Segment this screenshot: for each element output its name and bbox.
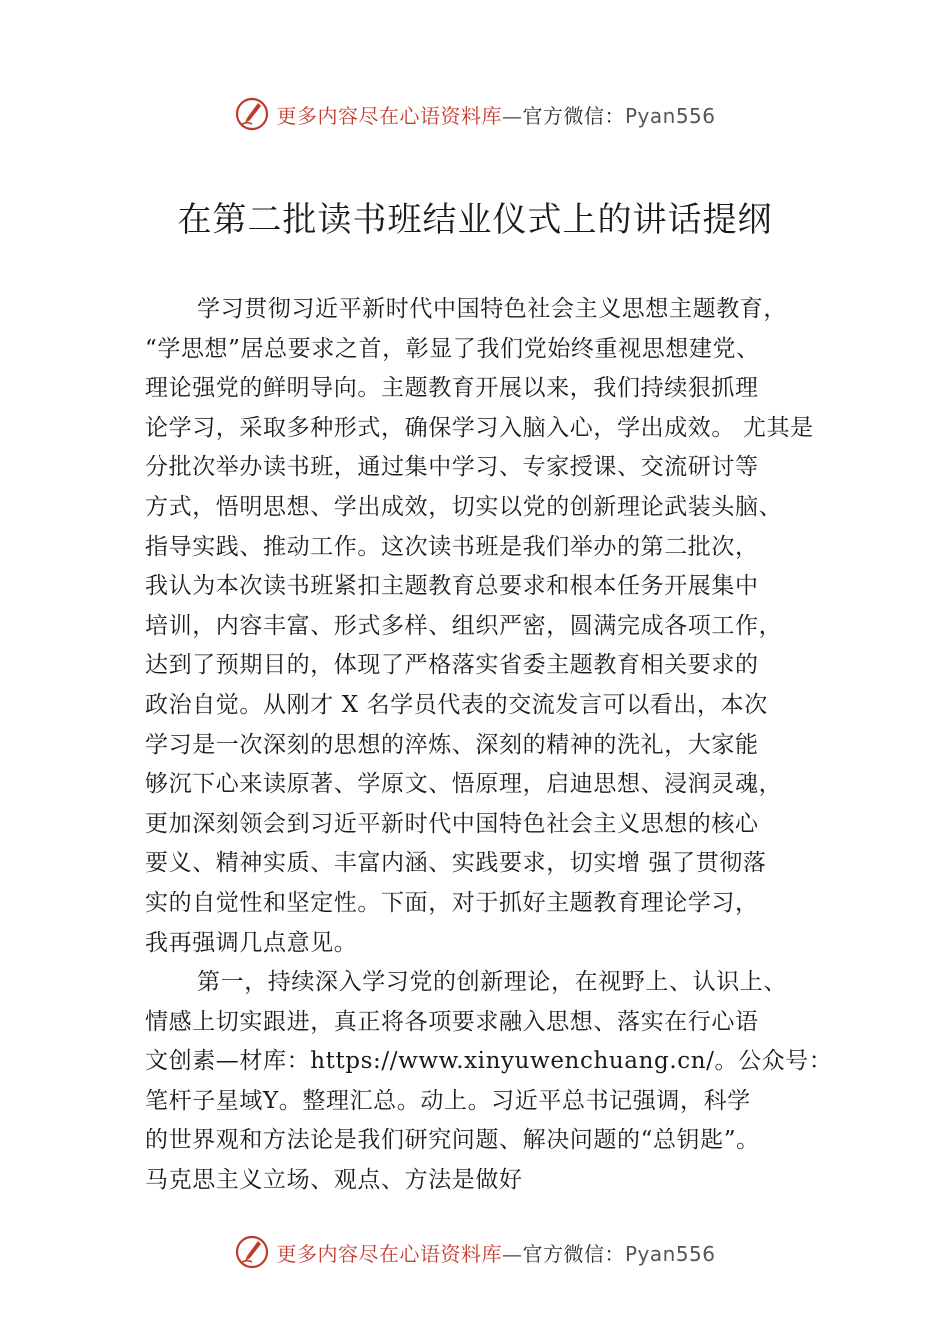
body-text-line: 更加深刻领会到习近平新时代中国特色社会主义思想的核心 [145,810,759,837]
banner-wechat-id: Pyan556 [624,1241,716,1266]
banner-text [276,100,715,129]
banner-text [276,1238,715,1267]
bottom-banner [0,1232,950,1272]
body-text-line: 达到了预期目的，体现了严格落实省委主题教育相关要求的 [145,652,759,679]
body-text-line: 培训，内容丰富、形式多样、组织严密，圆满完成各项工作， [145,612,783,639]
body-text-line: 文创素—材库：https://www.xinyuwenchuang.cn/。公众号： [145,1048,833,1075]
quill-pen-logo-icon [234,1234,270,1270]
document-body [145,290,845,1201]
body-text-line: 马克思主义立场、观点、方法是做好 [145,1167,523,1194]
document-title: 在第二批读书班结业仪式上的讲话提纲 [177,200,773,240]
banner-contact-label: 官方微信： [522,1241,625,1266]
body-text-line: 我再强调几点意见。 [145,929,358,956]
banner-wechat-id: Pyan556 [624,103,716,128]
banner-contact-label: 官方微信： [522,103,625,128]
body-text-line: 学习是一次深刻的思想的淬炼、深刻的精神的洗礼，大家能 [145,731,759,758]
body-text-line: 分批次举办读书班，通过集中学习、专家授课、交流研讨等 [145,454,759,481]
body-text-line: 论学习，采取多种形式，确保学习入脑入心，学出成效。 尤其是 [145,414,814,441]
body-text-line: 方式，悟明思想、学出成效，切实以党的创新理论武装头脑、 [145,493,783,520]
body-text-line: 学习贯彻习近平新时代中国特色社会主义思想主题教育， [197,296,787,322]
body-text-line: 实的自觉性和坚定性。下面，对于抓好主题教育理论学习， [145,889,759,916]
body-text-line: 够沉下心来读原著、学原文、悟原理，启迪思想、浸润灵魂， [145,771,783,798]
body-text-line: 的世界观和方法论是我们研究问题、解决问题的“总钥匙”。 [145,1127,760,1154]
body-text-line: 情感上切实跟进，真正将各项要求融入思想、落实在行心语 [145,1008,759,1035]
body-text-line: 笔杆子星域Y。整理汇总。动上。习近平总书记强调，科学 [145,1087,751,1114]
body-text-line: 第一，持续深入学习党的创新理论，在视野上、认识上、 [197,969,787,996]
body-text-line: 要义、精神实质、丰富内涵、实践要求，切实增 强了贯彻落 [145,850,767,877]
banner-brand: 更多内容尽在心语资料库 [276,1241,502,1266]
top-banner [0,94,950,134]
banner-brand: 更多内容尽在心语资料库 [276,103,502,128]
body-text-line: 政治自觉。从刚才 X 名学员代表的交流发言可以看出，本次 [145,691,768,718]
quill-pen-logo-icon [234,96,270,132]
body-text-line: 我认为本次读书班紧扣主题教育总要求和根本任务开展集中 [145,573,759,600]
body-text-line: 指导实践、推动工作。这次读书班是我们举办的第二批次， [145,533,759,560]
banner-separator: — [501,1241,523,1266]
banner-separator: — [501,103,523,128]
body-text-line: 理论强党的鲜明导向。主题教育开展以来，我们持续狠抓理 [145,375,759,402]
body-text-line: “学思想”居总要求之首，彰显了我们党始终重视思想建党、 [145,335,760,362]
